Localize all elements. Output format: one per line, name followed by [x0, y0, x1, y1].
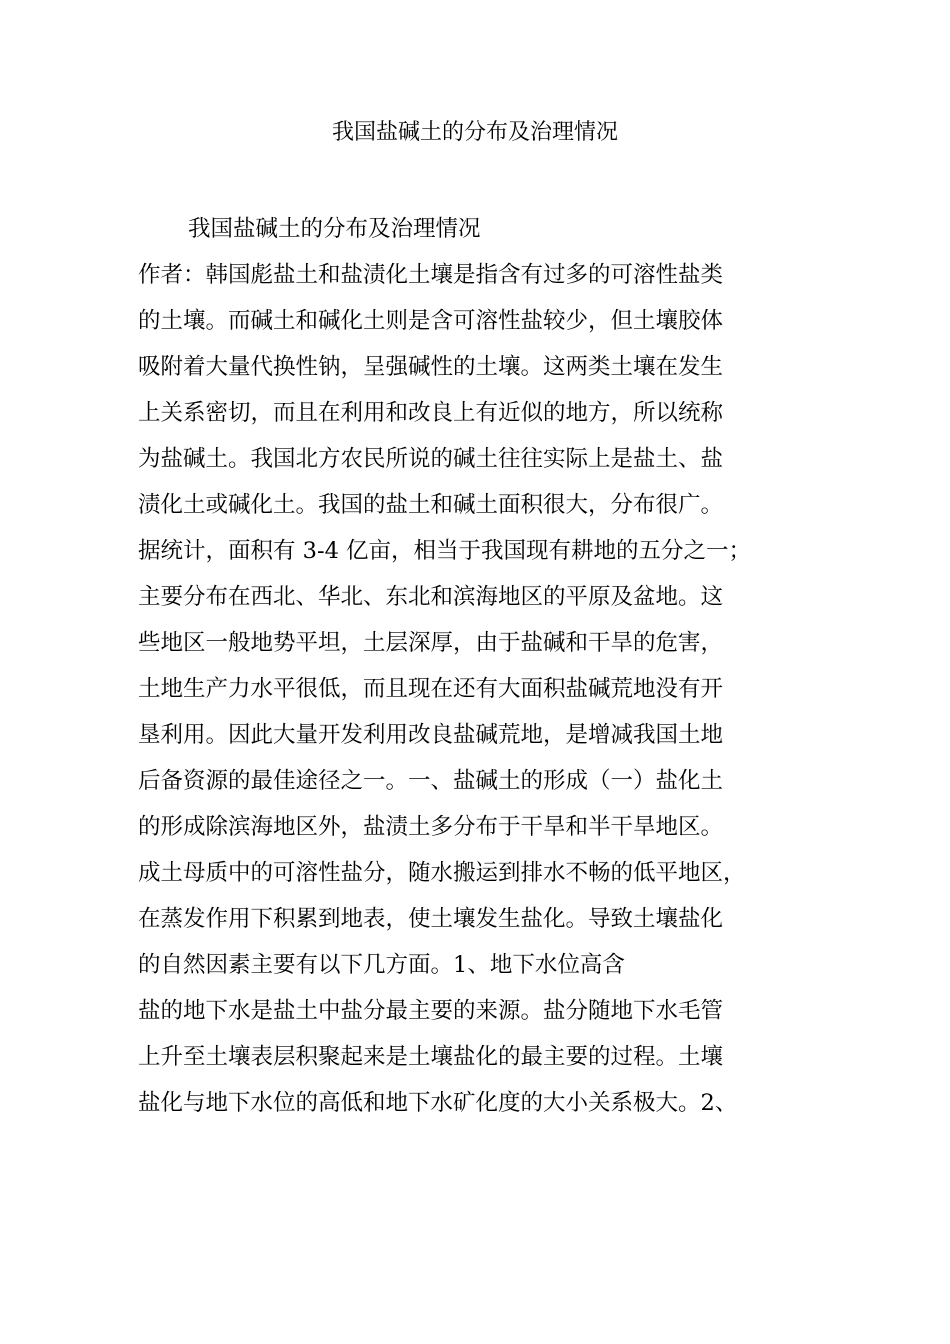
body-line: 的形成除滨海地区外，盐渍土多分布于干旱和半干旱地区。 — [138, 814, 724, 840]
body-line: 吸附着大量代换性钠，呈强碱性的土壤。这两类土壤在发生 — [138, 354, 724, 380]
body-line: 的自然因素主要有以下几方面。1、地下水位高含 — [138, 952, 625, 978]
body-line: 据统计，面积有 3-4 亿亩，相当于我国现有耕地的五分之一； — [138, 538, 752, 564]
body-line: 土地生产力水平很低，而且现在还有大面积盐碱荒地没有开 — [138, 676, 724, 702]
body-line: 渍化土或碱化土。我国的盐土和碱土面积很大，分布很广。 — [138, 492, 724, 518]
body-heading-line: 我国盐碱土的分布及治理情况 — [188, 216, 481, 242]
document-title: 我国盐碱土的分布及治理情况 — [331, 120, 618, 145]
body-line: 上升至土壤表层积聚起来是土壤盐化的最主要的过程。土壤 — [138, 1044, 724, 1070]
body-line: 盐化与地下水位的高低和地下水矿化度的大小关系极大。2、 — [138, 1090, 738, 1116]
body-line: 垦利用。因此大量开发利用改良盐碱荒地，是增减我国土地 — [138, 722, 724, 748]
body-line: 后备资源的最佳途径之一。一、盐碱土的形成（一）盐化土 — [138, 768, 724, 794]
document-body — [138, 206, 838, 1126]
body-line: 盐的地下水是盐土中盐分最主要的来源。盐分随地下水毛管 — [138, 998, 724, 1024]
body-line: 的土壤。而碱土和碱化土则是含可溶性盐较少，但土壤胶体 — [138, 308, 724, 334]
body-line: 在蒸发作用下积累到地表，使土壤发生盐化。导致土壤盐化 — [138, 906, 724, 932]
body-line: 成土母质中的可溶性盐分，随水搬运到排水不畅的低平地区， — [138, 860, 746, 886]
body-line: 主要分布在西北、华北、东北和滨海地区的平原及盆地。这 — [138, 584, 724, 610]
body-line: 作者：韩国彪盐土和盐渍化土壤是指含有过多的可溶性盐类 — [138, 262, 724, 288]
body-line: 上关系密切，而且在利用和改良上有近似的地方，所以统称 — [138, 400, 724, 426]
body-line: 些地区一般地势平坦，土层深厚，由于盐碱和干旱的危害， — [138, 630, 724, 656]
body-line: 为盐碱土。我国北方农民所说的碱土往往实际上是盐土、盐 — [138, 446, 724, 472]
